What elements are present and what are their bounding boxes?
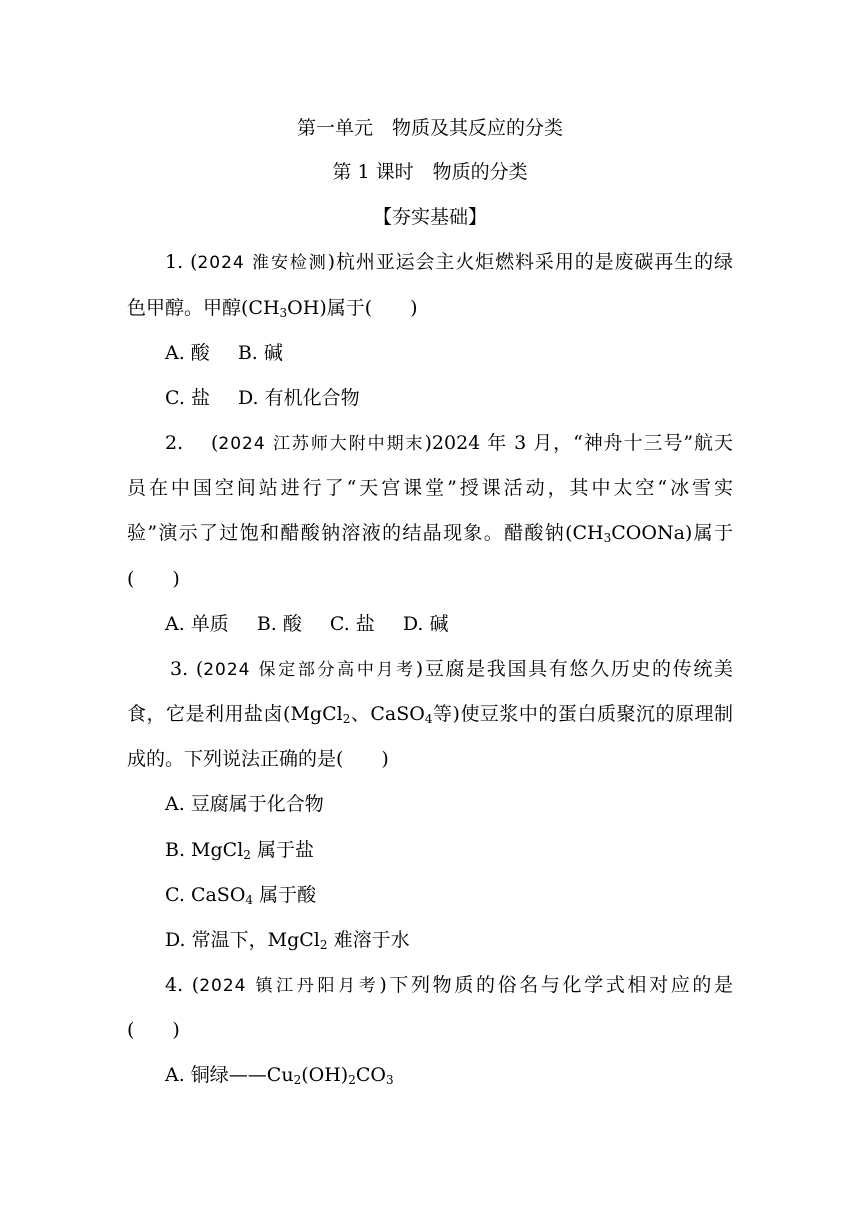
q4-line-2: ( ) <box>127 1019 180 1041</box>
q1-option-d: D. 有机化合物 <box>237 387 360 409</box>
lesson-title: 第 1 课时 物质的分类 <box>332 161 528 183</box>
q3-source: 2024 保定部分高中月考 <box>203 660 416 680</box>
q3-line-3: 成的。下列说法正确的是( ) <box>127 748 389 770</box>
q2-option-b: B. 酸 <box>256 613 302 635</box>
q3-option-b: B. MgCl$_2$ 属于盐 <box>165 839 314 862</box>
q4-option-a: A. 铜绿$——Cu_2(OH)_2CO_3$ <box>165 1064 394 1087</box>
q4-source: 2024 镇江丹阳月考 <box>199 976 380 996</box>
q1-source: 2024 淮安检测 <box>197 253 328 273</box>
q2-options <box>165 612 448 636</box>
q2-option-a: A. 单质 <box>165 613 229 635</box>
unit-title: 第一单元 物质及其反应的分类 <box>296 117 563 139</box>
q2-line-3: 验”演示了过饱和醋酸钠溶液的结晶现象。醋酸钠$(CH_3COONa)$属于 <box>127 522 733 545</box>
q1-option-b: B. 碱 <box>237 342 283 364</box>
q1-option-c: C. 盐 <box>165 387 210 409</box>
q2-line-4: ( ) <box>127 568 180 590</box>
section-title: 【夯实基础】 <box>372 206 487 228</box>
q3-option-d: D. 常温下，MgCl$_2$ 难溶于水 <box>165 929 410 952</box>
q1-option-a: A. 酸 <box>165 342 210 364</box>
q1-options-ab <box>165 341 283 365</box>
q2-source: 2024 江苏师大附中期末 <box>218 434 425 454</box>
q2-option-d: D. 碱 <box>402 613 449 635</box>
q1-line-1: 1. (2024 淮安检测)杭州亚运会主火炬燃料采用的是废碳再生的绿 <box>165 251 733 273</box>
q2-option-c: C. 盐 <box>329 613 375 635</box>
q1-options-cd <box>165 386 360 410</box>
q3-line-1: 3. (2024 保定部分高中月考)豆腐是我国具有悠久历史的传统美 <box>170 658 733 680</box>
q1-line-2: 色甲醇。甲醇$(CH_3OH)$属于( ) <box>127 297 418 320</box>
q4-line-1: 4. (2024 镇江丹阳月考)下列物质的俗名与化学式相对应的是 <box>165 974 733 996</box>
q3-option-a: A. 豆腐属于化合物 <box>165 793 324 815</box>
q2-line-2: 员在中国空间站进行了“天宫课堂”授课活动，其中太空“冰雪实 <box>127 477 733 499</box>
q3-option-c: C. CaSO$_4$ 属于酸 <box>165 884 317 907</box>
q3-line-2: 食，它是利用盐卤(MgCl$_2$、CaSO$_4$等)使豆浆中的蛋白质聚沉的原理制 <box>127 703 733 726</box>
q2-line-1: 2. (2024 江苏师大附中期末)2024 年 3 月，“神舟十三号”航天 <box>165 432 733 454</box>
